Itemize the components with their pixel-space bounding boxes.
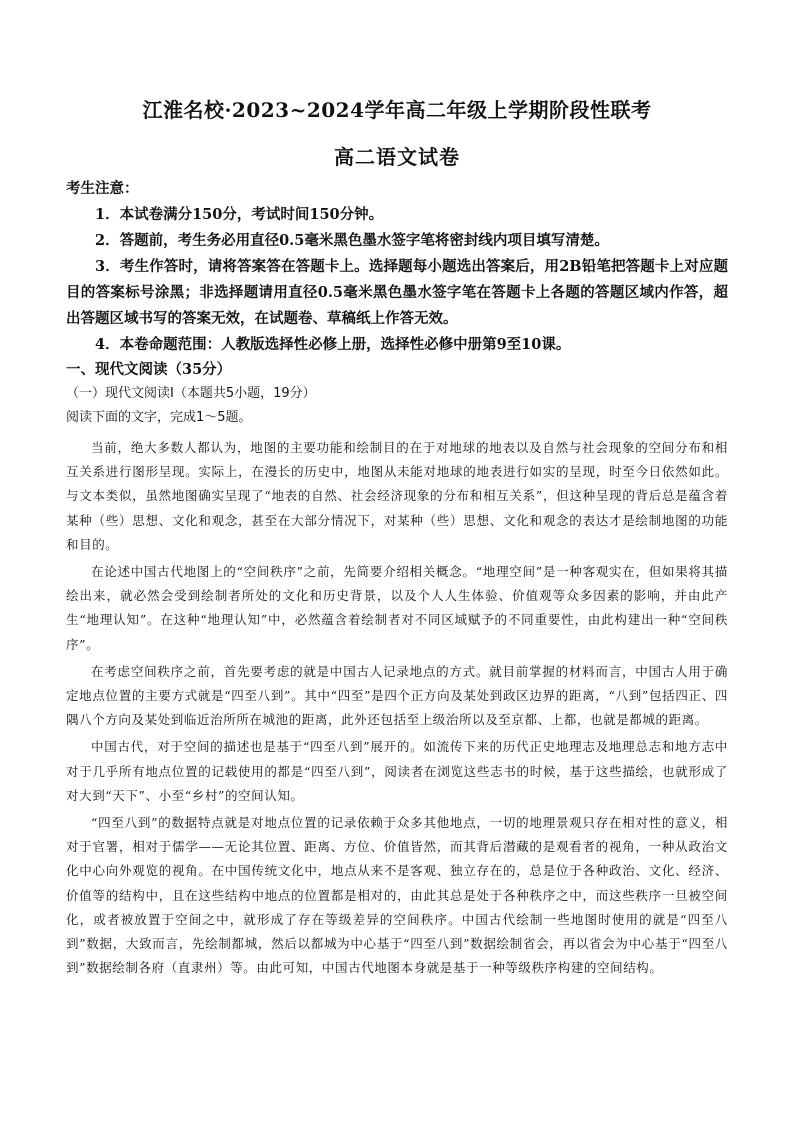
exam-title: 江淮名校·2023~2024学年高二年级上学期阶段性联考 <box>142 98 652 122</box>
reading-section <box>66 358 728 980</box>
notice-item-1: 1．本试卷满分150分，考试时间150分钟。 <box>95 206 384 223</box>
section-subheading: （一）现代文阅读Ⅰ（本题共5小题，19分） <box>66 386 316 401</box>
notice-item-3: 3．考生作答时，请将答案答在答题卡上。选择题每小题选出答案后，用2B铅笔把答题卡上对应题目的答案标号涂黑；非选择题请用直径0.5毫米黑色墨水签字笔在答题卡上各题的答题区域内作答，超出答题区域书写的答案无效，在试题卷、草稿纸上作答无效。 <box>66 258 728 327</box>
notice-block <box>66 176 728 358</box>
reading-instruction: 阅读下面的文字，完成1～5题。 <box>66 410 252 425</box>
notice-item-2: 2．答题前，考生务必用直径0.5毫米黑色墨水签字笔将密封线内项目填写清楚。 <box>95 232 609 249</box>
section-heading: 一、现代文阅读（35分） <box>66 361 232 378</box>
notice-item-4: 4．本卷命题范围：人教版选择性必修上册，选择性必修中册第9至10课。 <box>95 336 571 353</box>
passage-paragraph-4: 中国古代，对于空间的描述也是基于“四至八到”展开的。如流传下来的历代正史地理志及地理总志和地方志中对于几乎所有地点位置的记载使用的都是“四至八到”，阅读者在浏览这些志书的时候，基于这些描绘，也就形成了对大到“天下”、小至“乡村”的空间认知。 <box>66 739 728 803</box>
passage-paragraph-2: 在论述中国古代地图上的“空间秩序”之前，先简要介绍相关概念。“地理空间”是一种客观实在，但如果将其描绘出来，就必然会受到绘制者所处的文化和历史背景，以及个人人生体验、价值观等众多因素的影响，并由此产生“地理认知”。在这种“地理认知”中，必然蕴含着绘制者对不同区域赋予的不同重要性，由此构建出一种“空间秩序”。 <box>66 564 728 652</box>
passage-paragraph-1: 当前，绝大多数人都认为，地图的主要功能和绘制目的在于对地球的地表以及自然与社会现象的空间分布和相互关系进行图形呈现。实际上，在漫长的历史中，地图从未能对地球的地表进行如实的呈现，时至今日依然如此。与文本类似，虽然地图确实呈现了“地表的自然、社会经济现象的分布和相互关系”，但这种呈现的背后总是蕴含着某种（些）思想、文化和观念，甚至在大部分情况下，对某种（些）思想、文化和观念的表达才是绘制地图的功能和目的。 <box>66 440 728 552</box>
exam-subtitle: 高二语文试卷 <box>334 145 460 169</box>
notice-heading: 考生注意： <box>66 180 139 197</box>
passage-paragraph-5: “四至八到”的数据特点就是对地点位置的记录依赖于众多其他地点，一切的地理景观只存在相对性的意义，相对于官署，相对于儒学——无论其位置、距离、方位、价值皆然，而其背后潜藏的是观看者的视角，一种从政治文化中心向外观览的视角。在中国传统文化中，地点从来不是客观、独立存在的，总是位于各种政治、文化、经济、价值等的结构中，且在这些结构中地点的位置都是相对的，由此其总是处于各种秩序之中，而这些秩序一旦被空间化，或者被放置于空间之中，就形成了存在等级差异的空间秩序。中国古代绘制一些地图时使用的就是“四至八到”数据，大致而言，先绘制都城，然后以都城为中心基于“四至八到”数据绘制省会，再以省会为中心基于“四至八到”数据绘制各府（直隶州）等。由此可知，中国古代地图本身就是基于一种等级秩序构建的空间结构。 <box>66 815 728 976</box>
passage-paragraph-3: 在考虑空间秩序之前，首先要考虑的就是中国古人记录地点的方式。就目前掌握的材料而言，中国古人用于确定地点位置的主要方式就是“四至八到”。其中“四至”是四个正方向及某处到政区边界的距离，“八到”包括四正、四隅八个方向及某处到临近治所所在城池的距离，此外还包括至上级治所以及至京都、上都，也就是都城的距离。 <box>66 663 728 728</box>
